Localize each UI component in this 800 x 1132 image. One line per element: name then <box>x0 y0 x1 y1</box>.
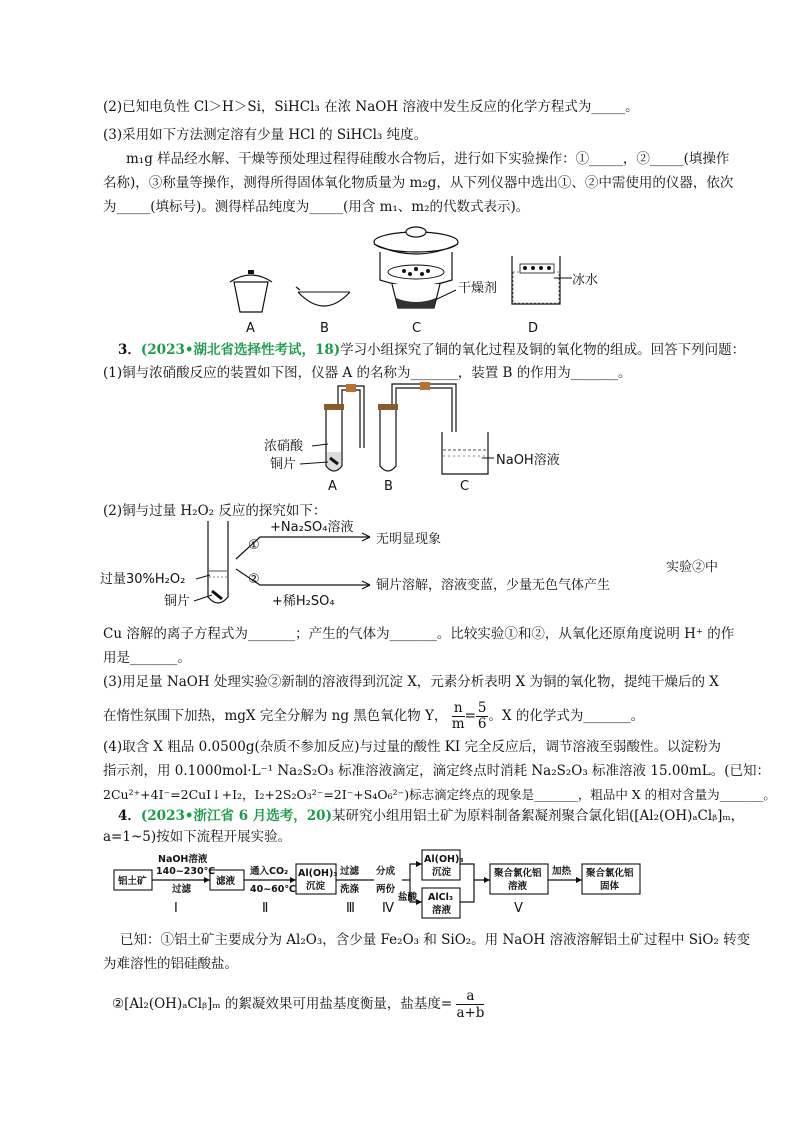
q3-part3-line-a: (3)用足量 NaOH 处理实验②新制的溶液得到沉淀 X，元素分析表明 X 为铜的氧化物，提纯干燥后的 X <box>103 674 719 690</box>
q3-header <box>118 341 745 359</box>
q4-intro-line-2: a=1~5)按如下流程开展实验。 <box>103 829 292 845</box>
copper-label: 铜片 <box>164 594 191 609</box>
flow-cond2-b: 40~60℃ <box>250 884 296 895</box>
q3-part4-line-a: (4)取含 X 粗品 0.0500g(杂质不参加反应)与过量的酸性 KI 完全反应后，调节溶液至弱酸性。以淀粉为 <box>103 739 722 755</box>
reagent-2-label: +稀H₂SO₄ <box>272 594 335 609</box>
evaporating-dish-icon <box>296 287 350 306</box>
q3-part3-text: 在惰性氛围下加热，mgX 完全分解为 ng 黑色氧化物 Y， <box>103 708 448 724</box>
q4-header <box>118 807 744 825</box>
basicity-denominator: a+b <box>456 1005 485 1021</box>
q3-part3-line-b: 在惰性氛围下加热，mgX 完全分解为 ng 黑色氧化物 Y， $\frac{n}{m}$ = $\frac{5}{6}$ 。X 的化学式为_______。 <box>103 700 645 732</box>
flow-cond2-a: 通入CO₂ <box>250 866 289 877</box>
flow-step-1: Ⅰ <box>174 901 178 916</box>
flow-step-2: Ⅱ <box>262 901 269 916</box>
observation-1-label: 无明显现象 <box>376 532 442 547</box>
flow-poly-1: 聚合氯化铝 <box>494 868 542 879</box>
copper-nitric-acid-apparatus <box>260 378 580 496</box>
label-A: A <box>328 479 337 494</box>
flow-hcl: 盐酸 <box>398 892 418 903</box>
flow-cond3-b: 洗涤 <box>340 884 360 895</box>
label-C: C <box>460 479 470 494</box>
flow-solid-1: 聚合氯化铝 <box>586 868 634 879</box>
q3-part2: (2)铜与过量 H₂O₂ 反应的探究如下： <box>103 503 327 519</box>
h2o2-label: 过量30%H₂O₂ <box>100 572 186 587</box>
flow-step-5: Ⅴ <box>514 901 523 916</box>
beaker-C-icon <box>442 432 488 474</box>
crucible-icon <box>230 270 272 312</box>
branch-2-circle: ② <box>248 572 260 587</box>
q4-known-1: 已知：①铝土矿主要成分为 Al₂O₃，含少量 Fe₂O₃ 和 SiO₂。用 NaOH 溶液溶解铝土矿过程中 SiO₂ 转变 <box>120 932 751 948</box>
apparatus-figure <box>220 220 620 335</box>
flow-cond1-b: 140~230℃ <box>156 866 216 877</box>
test-tube-A-icon <box>324 404 344 471</box>
q2-line-2: (3)采用如下方法测定溶有少量 HCl 的 SiHCl₃ 纯度。 <box>103 127 428 143</box>
five-sixths-fraction <box>476 701 489 732</box>
q3-part1: (1)铜与浓硝酸反应的装置如下图，仪器 A 的名称为_______，装置 B 的作用为_______。 <box>103 365 632 381</box>
flow-poly-2: 溶液 <box>508 881 528 892</box>
q2-line-4: 名称)，③称量等操作，测得所得固体氧化物质量为 m₂g，从下列仪器中选出①、②中需使用的仪器，依次 <box>103 175 734 191</box>
q4-known-3 <box>112 988 484 1021</box>
q3-part4-line-c: 2Cu²⁺+4I⁻=2CuI↓+I₂，I₂+2S₂O₃²⁻=2I⁻+S₄O₆²⁻)标志滴定终点的现象是_______，粗品中 X 的相对含量为_______。 <box>103 787 776 802</box>
label-B: B <box>384 479 393 494</box>
fraction-five: 5 <box>477 700 487 716</box>
flow-ore: 铝土矿 <box>118 876 147 887</box>
naoh-solution-label: NaOH溶液 <box>496 453 560 468</box>
flow-filtrate: 滤液 <box>216 876 236 887</box>
q4-source: (2023•浙江省 6 月选考，20) <box>140 808 332 824</box>
q3-part2-line-c: 用是_______。 <box>103 650 191 666</box>
flow-solid-2: 固体 <box>600 881 620 892</box>
q4-intro: 某研究小组用铝土矿为原料制备絮凝剂聚合氯化铝([Al₂(OH)ₐClᵦ]ₘ， <box>331 808 745 824</box>
n-over-m-fraction <box>452 701 465 732</box>
branch-1-circle: ① <box>248 538 260 553</box>
label-B: B <box>320 321 329 335</box>
q4-known-2: 为难溶性的铝硅酸盐。 <box>103 956 238 972</box>
q2-line-5: 为_____(填标号)。测得样品纯度为_____(用含 m₁、m₂的代数式表示)。 <box>103 199 530 215</box>
fraction-six: 6 <box>477 716 487 732</box>
flow-cond4-b: 两份 <box>376 884 396 895</box>
flow-top-1: Al(OH)₃ <box>424 854 464 865</box>
ice-water-beaker-icon <box>512 256 560 304</box>
q3-intro: 学习小组探究了铜的氧化过程及铜的氧化物的组成。回答下列问题： <box>340 342 746 358</box>
basicity-fraction <box>456 988 484 1021</box>
q3-part2-line-b: Cu 溶解的离子方程式为_______；产生的气体为_______。比较实验①和②，从氧化还原角度说明 H⁺ 的作 <box>103 626 735 642</box>
q2-line-1: (2)已知电负性 Cl＞H＞Si，SiHCl₃ 在浓 NaOH 溶液中发生反应的化学方程式为_____。 <box>103 99 639 115</box>
label-D: D <box>528 321 539 335</box>
q3-number: 3． <box>118 342 141 358</box>
process-flowchart <box>112 848 712 920</box>
flow-ppt-1: Al(OH)₃ <box>298 868 338 879</box>
reagent-1-label: +Na₂SO₄溶液 <box>270 520 354 535</box>
flow-cond4-a: 分成 <box>376 866 396 877</box>
flow-top-2: 沉淀 <box>432 867 452 878</box>
q4-number: 4． <box>118 808 141 824</box>
test-tube-icon <box>208 521 228 603</box>
q3-part4-line-b: 指示剂，用 0.1000mol·L⁻¹ Na₂S₂O₃ 标准溶液滴定，滴定终点时消耗 Na₂S₂O₃ 标准溶液 15.00mL。(已知： <box>103 763 771 779</box>
flow-bot-2: 溶液 <box>432 905 452 916</box>
fraction-m: m <box>451 716 465 732</box>
label-C: C <box>412 321 422 335</box>
flow-cond1-c: 过滤 <box>172 884 192 895</box>
flow-step-4: Ⅳ <box>382 901 394 916</box>
conc-nitric-acid-label: 浓硝酸 <box>264 439 304 454</box>
flow-step-3: Ⅲ <box>346 901 355 916</box>
basicity-numerator: a <box>456 988 484 1005</box>
desiccant-label: 干燥剂 <box>458 281 498 296</box>
flow-ppt-2: 沉淀 <box>306 881 326 892</box>
label-A: A <box>246 321 255 335</box>
flow-bot-1: AlCl₃ <box>428 892 453 903</box>
experiment-2-tail: 实验②中 <box>666 560 719 575</box>
h2o2-experiment-diagram <box>100 515 740 615</box>
flow-cond1-a: NaOH溶液 <box>158 854 208 865</box>
ice-water-label: 冰水 <box>572 273 599 288</box>
fraction-n: n <box>452 701 465 717</box>
basicity-text: ②[Al₂(OH)ₐClᵦ]ₘ 的絮凝效果可用盐基度衡量，盐基度= <box>112 996 453 1012</box>
desiccator-icon <box>374 227 458 308</box>
observation-2-label: 铜片溶解，溶液变蓝，少量无色气体产生 <box>376 578 611 593</box>
q3-part3-question: 。X 的化学式为_______。 <box>488 708 645 724</box>
q2-line-3: m₁g 样品经水解、干燥等预处理过程得硅酸水合物后，进行如下实验操作：①_____，②_____(填操作 <box>126 151 730 167</box>
copper-label: 铜片 <box>270 457 297 472</box>
flow-cond3-a: 过滤 <box>340 866 360 877</box>
flow-heat: 加热 <box>552 866 572 877</box>
q3-source: (2023•湖北省选择性考试，18) <box>140 342 341 358</box>
test-tube-B-icon <box>378 404 398 471</box>
